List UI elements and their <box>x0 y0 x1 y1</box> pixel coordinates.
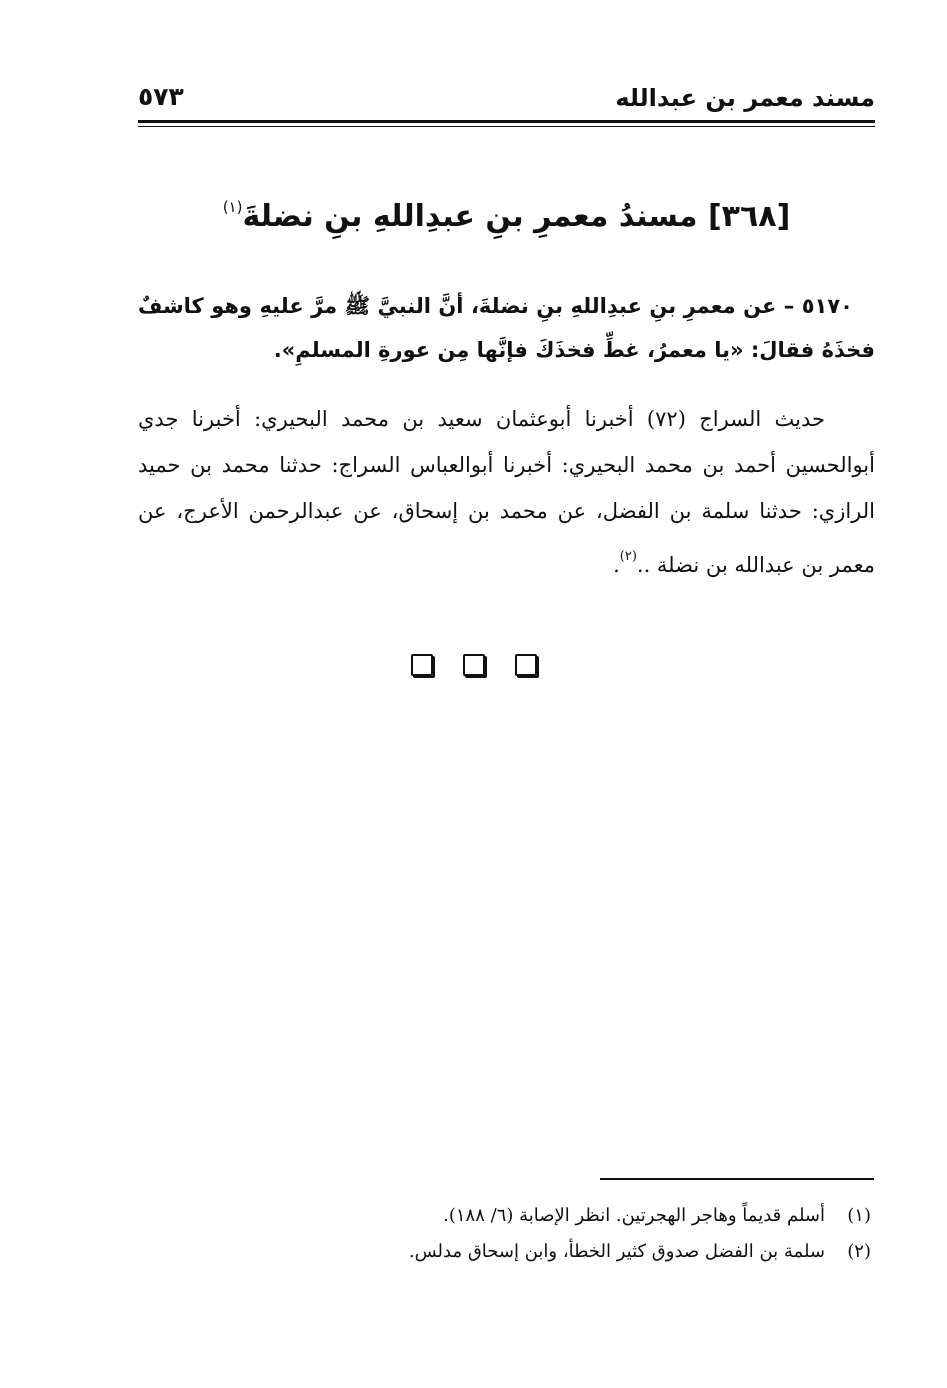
section-separator <box>0 654 947 678</box>
page-number: ٥٧٣ <box>138 82 184 111</box>
footnote-1 <box>138 1198 871 1234</box>
footnote-mark: (٢) <box>847 1241 871 1262</box>
footnote-text: سلمة بن الفضل صدوق كثير الخطأ، وابن إسحاق مدلس. <box>408 1241 825 1262</box>
footnote-ref-1: (١) <box>222 198 243 216</box>
footnote-mark: (١) <box>847 1205 871 1226</box>
footnotes <box>138 1198 871 1270</box>
footnote-2 <box>138 1234 871 1270</box>
header-rule-thick <box>138 120 875 123</box>
header-rule-thin <box>138 126 875 127</box>
footnote-rule <box>600 1178 874 1180</box>
running-title: مسند معمر بن عبدالله <box>615 84 875 112</box>
separator-box-icon <box>515 654 537 676</box>
isnad-text: حديث السراج (٧٢) أخبرنا أبوعثمان سعيد بن محمد البحيري: أخبرنا جدي أبوالحسين أحمد بن محمد البحيري: أخبرنا أبوالعباس السراج: حدثنا محمد بن حميد الرازي: حدثنا سلمة بن الفضل، عن محمد بن إسحاق، عن عبدالرحمن الأعرج، عن معمر بن عبدالله بن نضلة .. <box>138 407 875 577</box>
chapter-title-text: [٣٦٨] مسندُ معمرِ بنِ عبدِاللهِ بنِ نضلةَ <box>242 199 791 234</box>
footnote-text: أسلم قديماً وهاجر الهجرتين. انظر الإصابة (٦/ ١٨٨). <box>443 1205 825 1226</box>
isnad-paragraph <box>138 396 875 588</box>
chapter-title <box>138 198 875 234</box>
footnote-ref-2: (٢) <box>619 549 637 564</box>
running-head <box>138 78 875 118</box>
separator-box-icon <box>463 654 485 676</box>
isnad-end: . <box>613 553 620 577</box>
hadith-text: ٥١٧٠ – عن معمرِ بنِ عبدِاللهِ بنِ نضلةَ، أنَّ النبيَّ ﷺ مرَّ عليهِ وهو كاشفٌ فخذَهُ فقالَ: «يا معمرُ، غطِّ فخذَكَ فإنَّها مِن عورةِ المسلمِ». <box>138 294 875 362</box>
separator-box-icon <box>411 654 433 676</box>
